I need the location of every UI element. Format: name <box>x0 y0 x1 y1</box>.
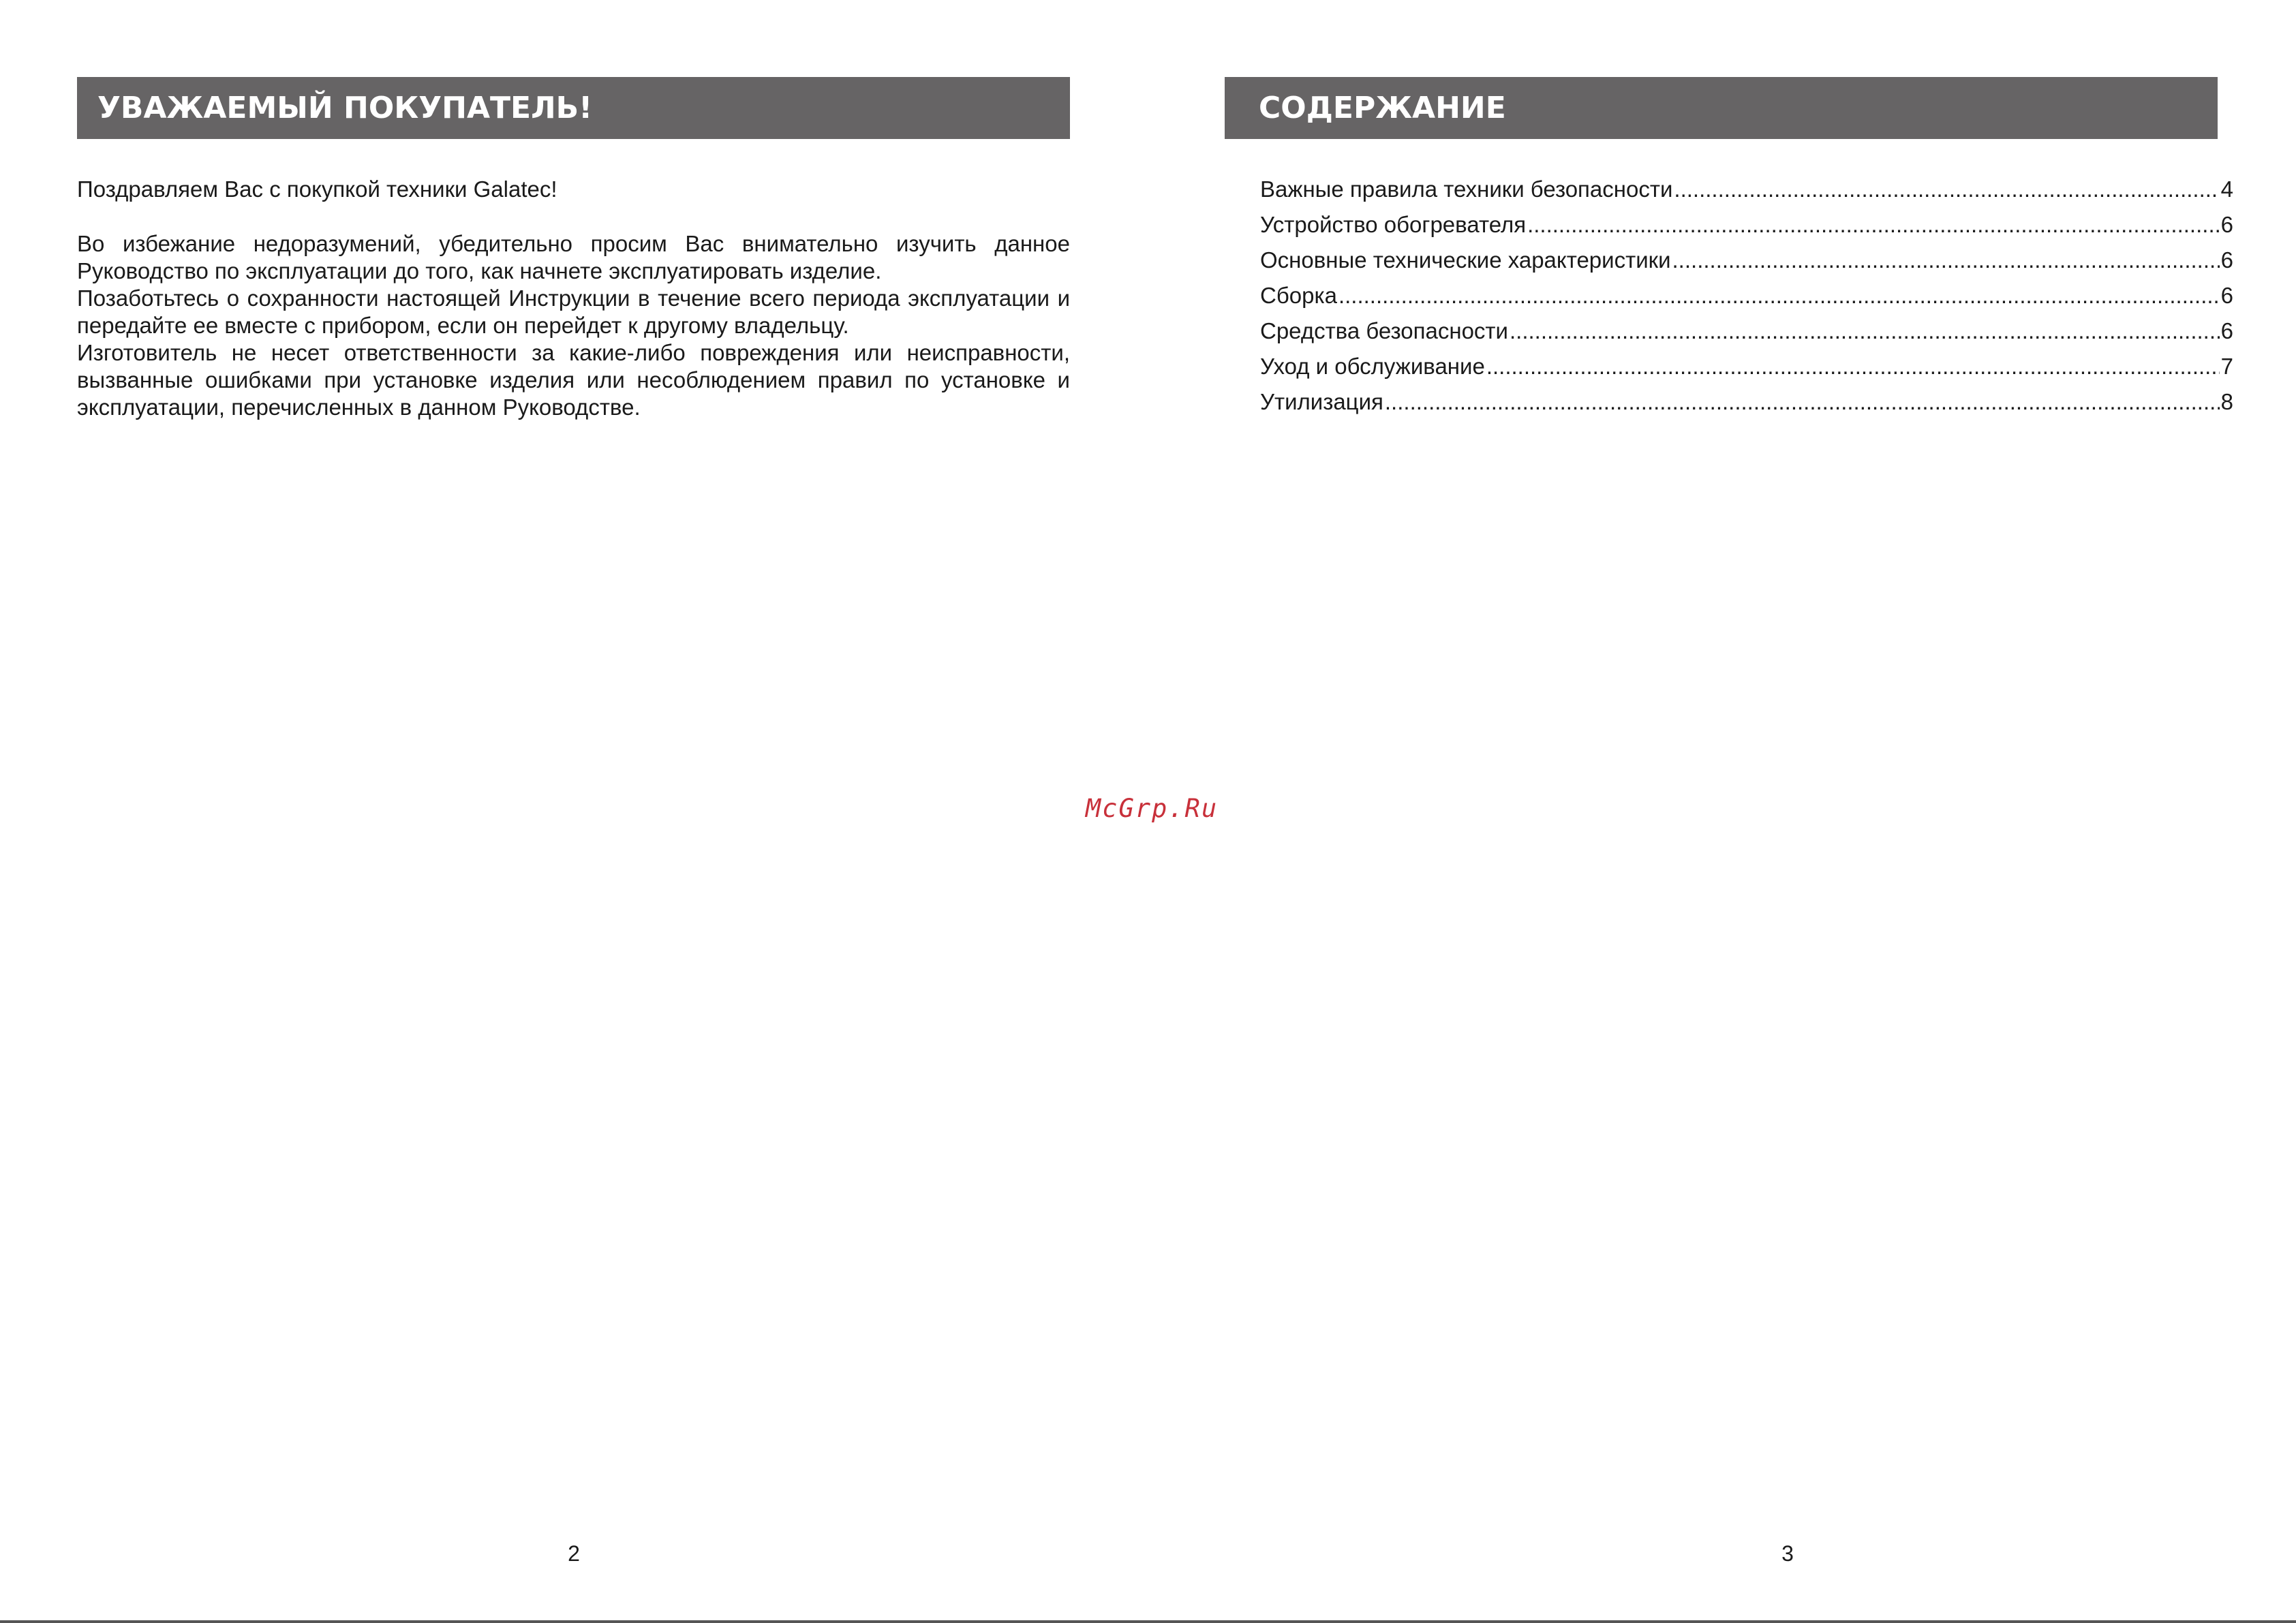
toc-item-title: Основные технические характеристики <box>1260 247 1671 273</box>
toc-item-page: 4 <box>2220 176 2233 202</box>
toc-item-care-maintenance[interactable] <box>1260 353 2233 388</box>
toc-item-disposal[interactable] <box>1260 388 2233 424</box>
toc-leader-dots <box>1672 247 2220 274</box>
page-number-left: 2 <box>568 1541 580 1566</box>
toc-leader-dots <box>1338 282 2220 309</box>
toc-item-title: Сборка <box>1260 283 1337 308</box>
greeting-text: Поздравляем Вас с покупкой техники Galatec! <box>77 176 557 202</box>
toc-item-assembly[interactable] <box>1260 282 2233 318</box>
toc-item-page: 6 <box>2220 318 2233 343</box>
contents-header: СОДЕРЖАНИЕ <box>1225 77 2218 139</box>
toc-item-page: 6 <box>2220 247 2233 273</box>
intro-paragraph: Изготовитель не несет ответственности за какие-либо повреждения или неисправности, вызванные ошибками при установке изделия или несоблюдением правил по установке и эксплуатации, перечисленных в данном Руководстве. <box>77 340 1070 420</box>
toc-item-title: Средства безопасности <box>1260 318 1508 343</box>
dear-customer-header: УВАЖАЕМЫЙ ПОКУПАТЕЛЬ! <box>77 77 1070 139</box>
toc-leader-dots <box>1385 388 2220 416</box>
toc-item-page: 8 <box>2220 389 2233 414</box>
toc-item-page: 7 <box>2220 354 2233 379</box>
page-number-right: 3 <box>1781 1541 1794 1566</box>
toc-item-title: Уход и обслуживание <box>1260 354 1485 379</box>
toc-leader-dots <box>1510 318 2220 345</box>
toc-item-title: Важные правила техники безопасности <box>1260 176 1673 202</box>
toc-item-heater-design[interactable] <box>1260 211 2233 247</box>
toc-item-safety-features[interactable] <box>1260 318 2233 353</box>
intro-paragraph: Позаботьтесь о сохранности настоящей Инструкции в течение всего периода эксплуатации и передайте ее вместе с прибором, если он перейдет к другому владельцу. <box>77 285 1070 338</box>
toc-item-page: 6 <box>2220 283 2233 308</box>
right-page <box>1148 0 2296 1623</box>
intro-paragraph: Во избежание недоразумений, убедительно просим Вас внимательно изучить данное Руководство по эксплуатации до того, как начнете эксплуатировать изделие. <box>77 231 1070 283</box>
toc-leader-dots <box>1674 176 2219 203</box>
toc-item-specifications[interactable] <box>1260 247 2233 282</box>
toc-leader-dots <box>1527 211 2220 238</box>
intro-paragraphs <box>77 230 1070 421</box>
toc-leader-dots <box>1486 353 2220 380</box>
bottom-divider <box>0 1620 2296 1623</box>
toc-item-title: Устройство обогревателя <box>1260 212 1527 237</box>
table-of-contents <box>1260 176 2233 424</box>
toc-item-page: 6 <box>2220 212 2233 237</box>
watermark-link[interactable]: McGrp.Ru <box>1085 794 1219 823</box>
toc-item-safety-rules[interactable] <box>1260 176 2233 211</box>
toc-item-title: Утилизация <box>1260 389 1383 414</box>
